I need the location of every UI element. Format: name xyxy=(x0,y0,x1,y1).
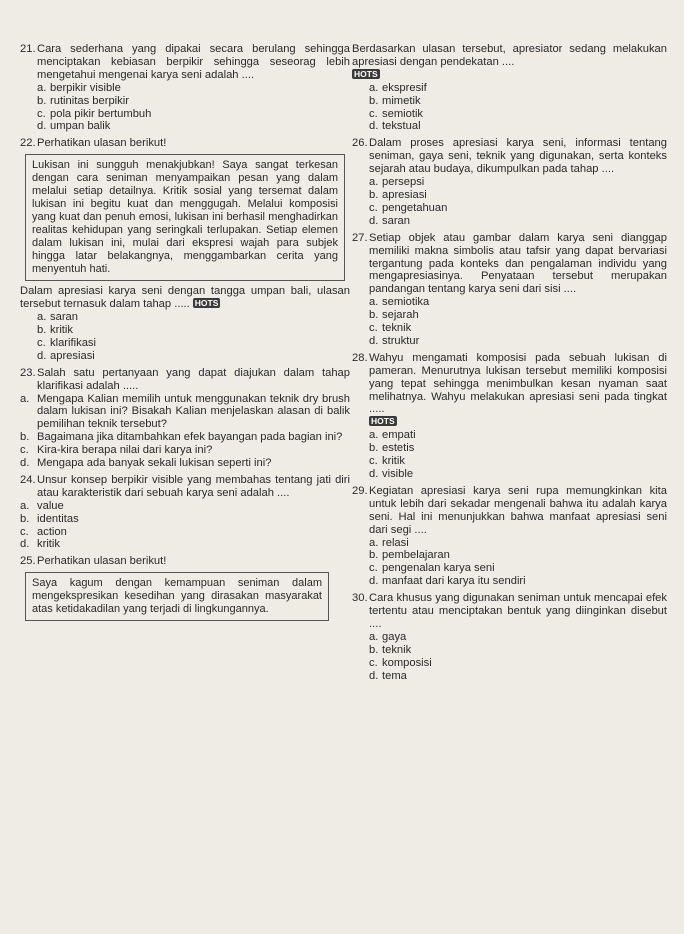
option-a[interactable]: a. saran xyxy=(37,311,78,324)
right-column xyxy=(352,43,667,687)
option-b[interactable]: b. mimetik xyxy=(369,94,421,107)
question-stem: Dalam proses apresiasi karya seni, informasi tentang seniman, gaya seni, teknik yang digunakan, serta konteks sejarah atau budaya, dikumpulkan pada tahap .... xyxy=(369,137,667,176)
option-d[interactable]: d. manfaat dari karya itu sendiri xyxy=(369,575,526,588)
option-d[interactable]: d. kritik xyxy=(20,538,60,551)
question-25-continued xyxy=(352,43,667,133)
question-number: 21. xyxy=(20,43,36,55)
option-a[interactable]: a. berpikir visible xyxy=(37,81,121,94)
option-c[interactable]: c. Kira-kira berapa nilai dari karya ini? xyxy=(20,444,213,457)
option-b[interactable]: b. estetis xyxy=(369,442,415,455)
option-c[interactable]: c. teknik xyxy=(369,322,412,335)
question-number: 28. xyxy=(352,351,368,364)
option-d[interactable]: d. saran xyxy=(369,214,410,227)
option-d[interactable]: d. visible xyxy=(369,468,414,480)
options-list xyxy=(369,296,667,348)
question-30 xyxy=(352,592,667,682)
options-list xyxy=(37,311,350,363)
question-number: 29. xyxy=(352,484,368,497)
question-28 xyxy=(352,352,667,481)
question-stem: Setiap objek atau gambar dalam karya seni dianggap memiliki makna simbolis atau tafsir yang dapat bervariasi tergantung pada konteks dan pengalaman individu yang mengapresiasinya. Penyataan tersebut merupakan pandangan tentang karya seni dari sisi .... xyxy=(369,231,667,296)
option-a[interactable]: a. empati xyxy=(369,429,416,442)
question-number: 30. xyxy=(352,592,368,605)
question-26 xyxy=(352,137,667,227)
option-d[interactable]: d. apresiasi xyxy=(37,349,95,362)
option-b[interactable]: b. apresiasi xyxy=(369,188,427,201)
question-number: 25. xyxy=(20,555,36,568)
question-stem: Cara sederhana yang dipakai secara berulang sehingga menciptakan kebiasan berpikir sehingga seseorag lebih mengetahui mengenai karya seni adalah .... xyxy=(37,43,350,81)
option-d[interactable]: d. umpan balik xyxy=(37,120,111,133)
options-list xyxy=(369,429,667,481)
option-c[interactable]: c. action xyxy=(20,525,67,538)
option-c[interactable]: c. klarifikasi xyxy=(37,336,97,349)
question-number: 24. xyxy=(20,473,36,486)
question-stem: Perhatikan ulasan berikut! xyxy=(37,555,167,568)
options-list xyxy=(37,82,350,134)
option-a[interactable]: a. relasi xyxy=(369,536,409,549)
question-stem: Salah satu pertanyaan yang dapat diajukan dalam tahap klarifikasi adalah ..... xyxy=(37,366,350,392)
question-stem: Unsur konsep berpikir visible yang membahas tentang jati diri atau karakteristik dari sebuah karya seni adalah .... xyxy=(37,473,350,499)
option-b[interactable]: b. identitas xyxy=(20,512,79,525)
question-number: 27. xyxy=(352,231,368,244)
option-c[interactable]: c. pengenalan karya seni xyxy=(369,562,495,575)
question-27 xyxy=(352,232,667,348)
option-c[interactable]: c. komposisi xyxy=(369,656,432,669)
question-number: 26. xyxy=(352,137,368,150)
question-prompt: Berdasarkan ulasan tersebut, apresiator sedang melakukan apresiasi dengan pendekatan .... HOTS xyxy=(352,43,667,79)
question-number: 22. xyxy=(20,137,36,150)
option-b[interactable]: b. rutinitas berpikir xyxy=(37,94,129,107)
option-a[interactable]: a. ekspresif xyxy=(369,81,427,94)
options-list xyxy=(369,631,667,683)
question-23 xyxy=(20,367,350,470)
left-column xyxy=(20,43,350,625)
question-stem: Perhatikan ulasan berikut! xyxy=(37,137,167,150)
option-d[interactable]: d. tekstual xyxy=(369,120,421,133)
question-stem: Kegiatan apresiasi karya seni rupa memungkinkan kita untuk lebih dari sekadar mengenali bahwa itu adalah karya seni. Hal ini menunjukkan bahwa manfaat apresiasi seni dari segi .... xyxy=(369,484,667,536)
question-number: 23. xyxy=(20,366,36,379)
question-22 xyxy=(20,137,350,362)
options-list xyxy=(20,393,350,470)
option-b[interactable]: b. sejarah xyxy=(369,309,419,322)
options-list xyxy=(20,500,350,552)
options-list xyxy=(369,82,667,134)
option-a[interactable]: a. persepsi xyxy=(369,176,425,189)
hots-badge: HOTS xyxy=(194,298,219,309)
question-21 xyxy=(20,43,350,133)
question-stem: Wahyu mengamati komposisi pada sebuah lukisan di pameran. Menurutnya lukisan tersebut memiliki komposisi yang tepat sehingga menimbulkan kesan nyaman saat melihatnya. Wahyu melakukan apresiasi seni pada tingkat ..... HOTS xyxy=(369,351,667,427)
option-d[interactable]: d. struktur xyxy=(369,334,420,347)
option-c[interactable]: c. semiotik xyxy=(369,107,424,120)
review-box: Lukisan ini sungguh menakjubkan! Saya sangat terkesan dengan cara seniman menyampaikan pesan yang dalam melalui setiap detailnya. Kritik sosial yang tersemat dalam lukisan ini begitu kuat dan menggugah. Melalui komposisi yang kuat dan penuh emosi, lukisan ini berhasil menghadirkan realitas kehidupan yang seringkali terlupakan. Setiap elemen dalam lukisan ini, mulai dari ekspresi wajah para subjek hingga latar belakangnya, menggambarkan cerita yang menyentuh hati. xyxy=(25,154,345,281)
option-c[interactable]: c. pola pikir bertumbuh xyxy=(37,107,152,120)
option-b[interactable]: b. kritik xyxy=(37,323,73,336)
options-list xyxy=(369,537,667,589)
option-c[interactable]: c. pengetahuan xyxy=(369,201,448,214)
question-prompt: Dalam apresiasi karya seni dengan tangga umpan bali, ulasan tersebut ternasuk dalam tahap ..... HOTS xyxy=(20,285,350,311)
option-a[interactable]: a. Mengapa Kalian memilih untuk menggunakan teknik dry brush dalam lukisan ini? Bisakah Kalian menjelaskan alasan di balik pemilihan teknik tersebut? xyxy=(20,392,350,431)
options-list xyxy=(369,176,667,228)
question-25 xyxy=(20,555,350,621)
option-a[interactable]: a. value xyxy=(20,499,64,512)
question-29 xyxy=(352,485,667,588)
option-a[interactable]: a. semiotika xyxy=(369,296,430,309)
option-a[interactable]: a. gaya xyxy=(369,630,407,643)
option-b[interactable]: b. pembelajaran xyxy=(369,549,450,562)
hots-badge: HOTS xyxy=(371,416,395,427)
option-b[interactable]: b. teknik xyxy=(369,643,412,656)
option-b[interactable]: b. Bagaimana jika ditambahkan efek bayangan pada bagian ini? xyxy=(20,431,343,444)
question-stem: Cara khusus yang digunakan seniman untuk mencapai efek tertentu atau menciptakan bentuk yang diinginkan disebut .... xyxy=(369,592,667,630)
option-d[interactable]: d. tema xyxy=(369,669,407,682)
option-c[interactable]: c. kritik xyxy=(369,455,405,468)
option-d[interactable]: d. Mengapa ada banyak sekali lukisan seperti ini? xyxy=(20,457,272,470)
hots-badge: HOTS xyxy=(354,68,378,79)
question-24 xyxy=(20,474,350,551)
review-box: Saya kagum dengan kemampuan seniman dalam mengekspresikan kesedihan yang dirasakan masyarakat atas ketidakadilan yang terjadi di lingkungannya. xyxy=(25,572,329,621)
